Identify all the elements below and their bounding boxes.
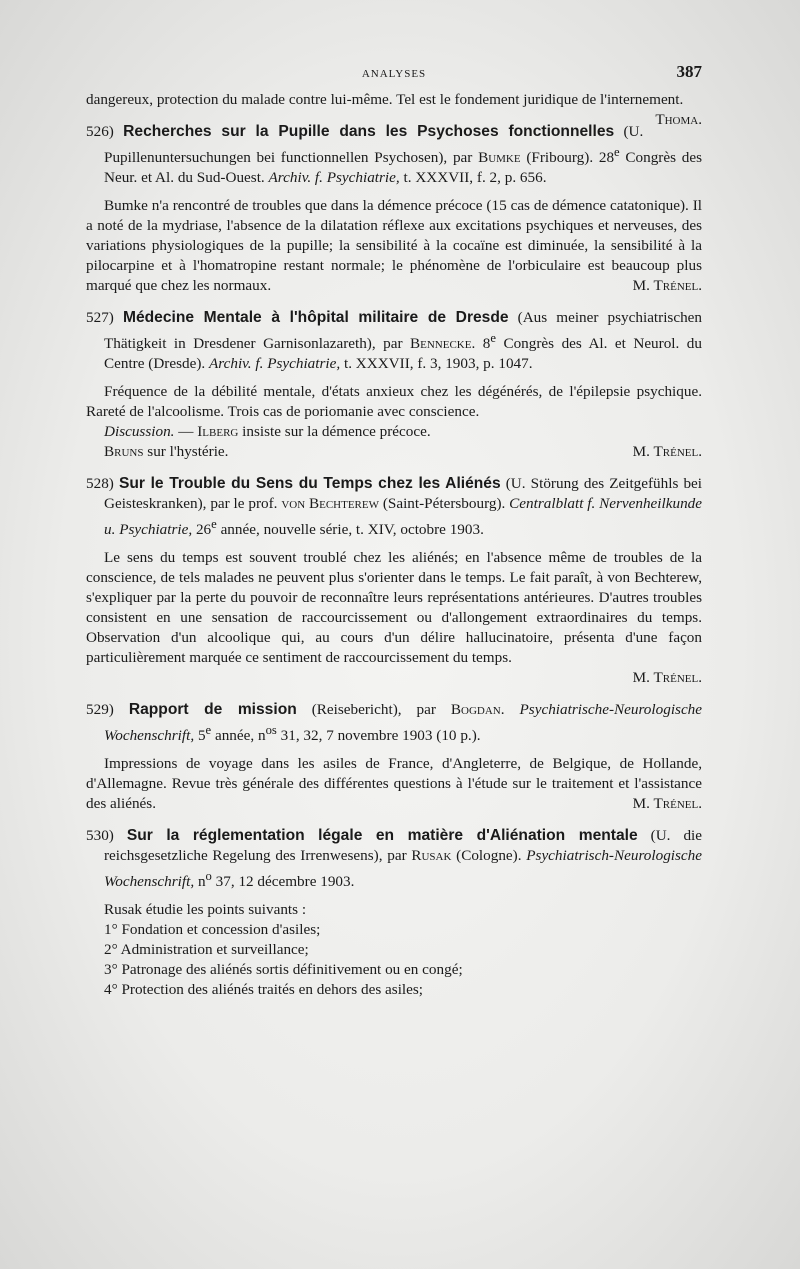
reference-text: 31, 32, 7 novembre 1903 (10 p.). — [276, 727, 481, 745]
entry-heading — [86, 826, 702, 892]
entry-heading — [86, 122, 702, 188]
entry-title: Sur la réglementation légale en matière d'Aliénation mentale — [126, 827, 638, 845]
author-name: Bogdan. — [450, 701, 505, 719]
entry-number: 527) — [86, 309, 114, 327]
list-item: 4° Protection des aliénés traités en dehors des asiles; — [104, 981, 424, 999]
entry-body — [86, 754, 702, 814]
running-title: ANALYSES — [361, 68, 427, 80]
entry-heading — [86, 474, 702, 540]
journal-name: Psychiatrische-Neurologische Wochenschrift, — [104, 701, 703, 745]
entry-body: Fréquence de la débilité mentale, d'états anxieux chez les dégénérés, de l'épilepsie psychique. Rareté de l'alcoolisme. Trois cas de poriomanie avec conscience. — [86, 383, 702, 421]
reference-text: 5 — [194, 727, 206, 745]
body-text: Impressions de voyage dans les asiles de France, d'Angleterre, de Belgique, de Hollande, d'Allemagne. Revue très générale des différentes questions à l'étude sur le traitement et l'assistance des aliénés. — [86, 755, 702, 813]
points-list — [86, 920, 702, 1000]
journal-name: Psychiatrisch-Neurologische Wochenschrift, — [104, 847, 702, 891]
entry-number: 530) — [86, 827, 114, 845]
superscript: e — [490, 331, 496, 346]
body-text: Bumke n'a rencontré de troubles que dans la démence précoce (15 cas de démence catatonique). Il a noté de la mydriase, l'absence de la dilatation réflexe aux excitations psychiques et nerveuses, des variations physiologiques de la pupille; la sensibilité à la cocaïne est diminuée, la sensibilité à la pilocarpine et à l'homatropine restant normale; le phénomène de l'orbiculaire est beaucoup plus marqué que chez les normaux. — [86, 197, 702, 295]
entry-529 — [86, 700, 702, 814]
reference-text: Congrès des Al. et Neurol. du Centre (Dresde). — [104, 335, 702, 373]
reference-text: n — [194, 873, 206, 891]
superscript: e — [211, 517, 217, 532]
reference-text: t. XXXVII, f. 3, 1903, p. 1047. — [340, 355, 533, 373]
reference-text: année, nouvelle série, t. XIV, octobre 1903. — [216, 521, 484, 539]
journal-name: Archiv. f. Psychiatrie, — [209, 355, 341, 373]
reference-text: (Saint-Pétersbourg). — [379, 495, 510, 513]
reference-text: année, n — [211, 727, 266, 745]
entry-title: Recherches sur la Pupille dans les Psychoses fonctionnelles — [123, 123, 615, 140]
reference-text: Congrès des Neur. et Al. du Sud-Ouest. — [104, 149, 702, 187]
reference-text: 8 — [475, 335, 491, 353]
reference-text: (Fribourg). 28 — [520, 149, 615, 167]
intro-paragraph — [86, 90, 702, 128]
author-name: Rusak — [411, 847, 452, 865]
reference-text: (Cologne). — [451, 847, 527, 865]
entry-body: Rusak étudie les points suivants : — [104, 901, 307, 919]
reference-text: 26 — [192, 521, 212, 539]
author-name: Bennecke. — [410, 335, 476, 353]
reference-text: (U. Störung des Zeitgefühls bei Geisteskranken), par le prof. — [104, 475, 703, 513]
discussion-line — [86, 442, 702, 462]
signature: Thoma. — [655, 111, 702, 128]
reference-text: (Reisebericht), par — [296, 701, 451, 719]
entry-527 — [86, 308, 702, 462]
superscript: os — [265, 723, 277, 738]
reference-text: (U. Pupillenuntersuchungen bei functionnellen Psychosen), par — [104, 123, 644, 167]
entry-530 — [86, 826, 702, 1000]
list-item: 2° Administration et surveillance; — [104, 941, 309, 959]
discussant-name: Ilberg — [197, 423, 239, 441]
running-head — [86, 62, 702, 90]
signature: M. Trénel. — [632, 669, 702, 687]
discussion-text: insiste sur la démence précoce. — [238, 423, 431, 441]
signature: M. Trénel. — [632, 795, 702, 813]
entry-heading — [86, 700, 702, 746]
entry-number: 526) — [86, 123, 114, 140]
reference-text: (Aus meiner psychiatrischen Thätigkeit in Dresdener Garnisonlazareth), par — [104, 309, 703, 353]
entry-body — [86, 196, 702, 296]
entry-title: Médecine Mentale à l'hôpital militaire de Dresde — [122, 309, 509, 327]
reference-text: 37, 12 décembre 1903. — [211, 873, 355, 891]
list-item: 1° Fondation et concession d'asiles; — [104, 921, 321, 939]
reference-text — [505, 701, 520, 718]
signature-line — [86, 668, 702, 688]
discussion-text: sur l'hystérie. — [143, 443, 229, 461]
entry-number: 529) — [86, 701, 114, 719]
author-name: von Bechterew — [281, 495, 379, 513]
entry-heading — [86, 308, 702, 374]
superscript: o — [205, 869, 212, 884]
intro-text: dangereux, protection du malade contre lui-même. Tel est le fondement juridique de l'internement. — [86, 91, 684, 108]
superscript: e — [614, 145, 620, 159]
text-area — [86, 62, 702, 1000]
discussion-line: Discussion. — Ilberg insiste sur la démence précoce. — [104, 423, 431, 441]
signature: M. Trénel. — [632, 277, 702, 295]
signature: M. Trénel. — [632, 443, 702, 461]
entry-528 — [86, 474, 702, 688]
superscript: e — [205, 723, 212, 738]
journal-name: Centralblatt f. Nervenheilkunde u. Psychiatrie, — [104, 495, 703, 539]
journal-name: Archiv. f. Psychiatrie, — [268, 169, 400, 187]
entry-title: Sur le Trouble du Sens du Temps chez les Aliénés — [118, 475, 501, 493]
discussion-label: Discussion. — [104, 423, 175, 441]
author-name: Bumke — [478, 149, 521, 167]
page-number: 387 — [676, 62, 702, 81]
reference-text: t. XXXVII, f. 2, p. 656. — [399, 169, 547, 187]
entry-526 — [86, 122, 702, 296]
reference-text: (U. die reichsgesetzliche Regelung des Irrenwesens), par — [104, 827, 702, 865]
entry-body: Le sens du temps est souvent troublé chez les aliénés; en l'absence même de troubles de la conscience, de tels malades ne peuvent plus s'orienter dans le temps. Le fait paraît, à von Bechterew, s'expliquer par la perte du pouvoir de reconnaître leurs représentations antérieures. D'autres troubles consistent en une sensation de raccourcissement ou d'allongement extraordinaires du temps. Observation d'un alcoolique qui, au cours d'un délire hallucinatoire, présenta d'une façon particulièrement marquée ce sentiment de raccourcissement du temps. — [86, 549, 702, 667]
entry-title: Rapport de mission — [128, 701, 297, 719]
entry-number: 528) — [86, 475, 114, 493]
list-item: 3° Patronage des aliénés sortis définitivement ou en congé; — [104, 961, 463, 979]
discussant-name: Bruns — [104, 443, 144, 461]
